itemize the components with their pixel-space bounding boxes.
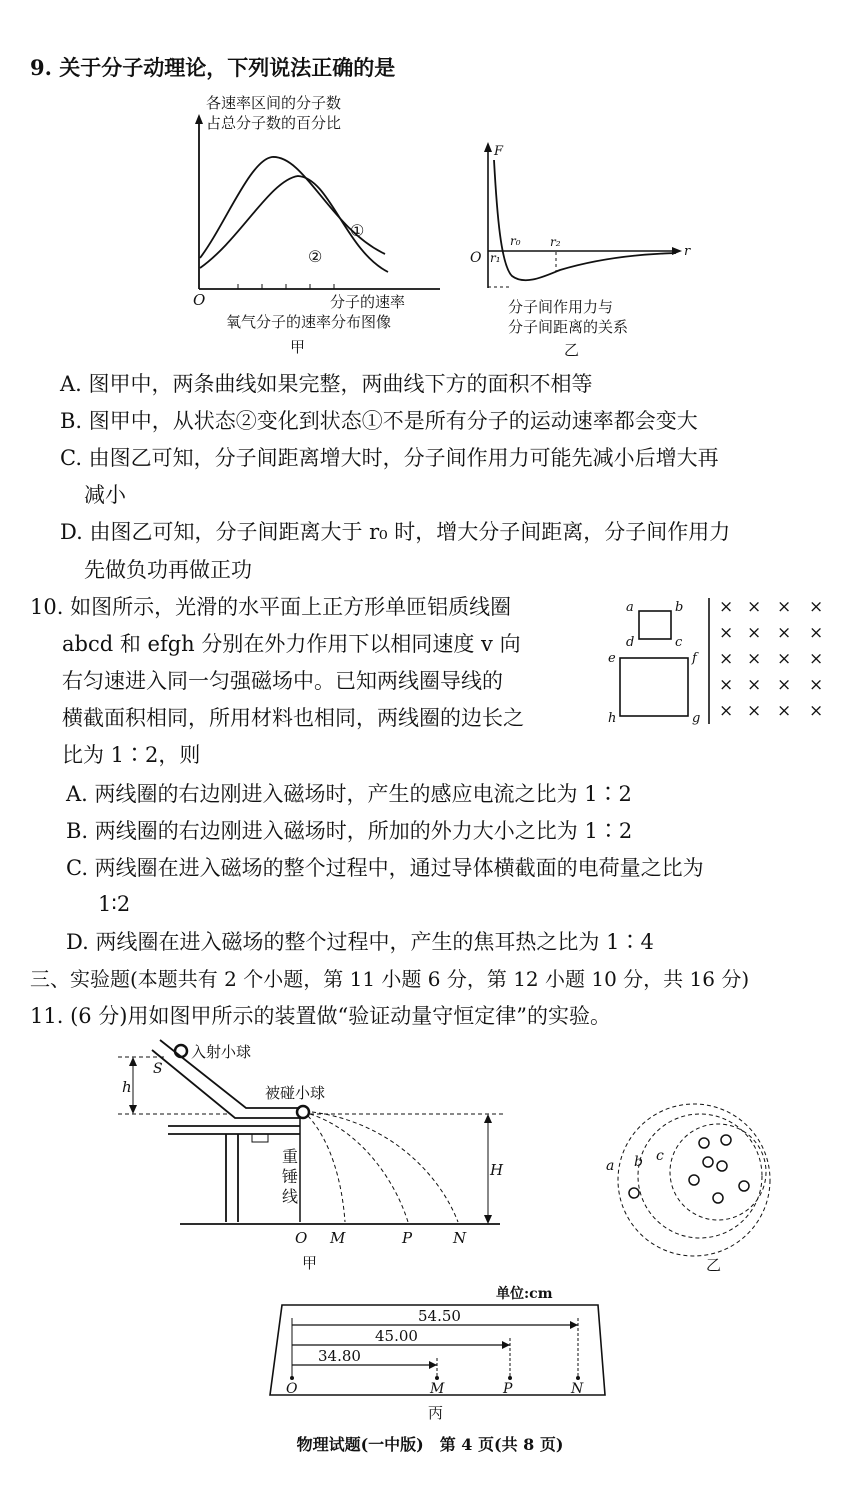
q10-stem-2: abcd 和 efgh 分别在外力作用下以相同速度 v 向 <box>62 632 521 656</box>
svg-text:×: × <box>747 701 762 721</box>
svg-text:d: d <box>626 635 635 650</box>
svg-text:f: f <box>692 651 697 666</box>
q10-stem-1: 10. 如图所示，光滑的水平面上正方形单匝铝质线圈 <box>30 595 512 619</box>
svg-text:线: 线 <box>282 1187 299 1206</box>
svg-text:b: b <box>634 1154 643 1170</box>
svg-text:O: O <box>295 1229 308 1247</box>
q9-stem: 9. 关于分子动理论，下列说法正确的是 <box>30 55 396 80</box>
svg-text:M: M <box>430 1381 445 1397</box>
svg-text:M: M <box>330 1229 346 1247</box>
svg-text:×: × <box>777 649 792 669</box>
q9-yi-r2: r₂ <box>550 235 561 249</box>
svg-text:单位:cm: 单位:cm <box>496 1286 553 1302</box>
q9-yi-desc-1: 分子间作用力与 <box>508 298 614 316</box>
q10-option-b: B. 两线圈的右边刚进入磁场时，所加的外力大小之比为 1∶2 <box>66 819 633 843</box>
q9-option-d-cont: 先做负功再做正功 <box>84 558 252 582</box>
q9-jia-desc: 氧气分子的速率分布图像 <box>226 313 392 331</box>
q9-jia-ylabel-1: 各速率区间的分子数 <box>206 94 342 112</box>
section-3-heading: 三、实验题(本题共有 2 个小题，第 11 小题 6 分，第 12 小题 10 分，共 16 分) <box>30 967 750 991</box>
q9-jia-caption: 甲 <box>290 338 306 356</box>
q9-yi-F: F <box>494 144 504 159</box>
svg-text:c: c <box>656 1148 664 1164</box>
svg-text:×: × <box>777 623 792 643</box>
svg-text:O: O <box>286 1381 298 1397</box>
svg-text:甲: 甲 <box>302 1254 318 1272</box>
svg-text:H: H <box>490 1161 504 1179</box>
svg-text:×: × <box>809 701 824 721</box>
q11-stem: 11. (6 分)用如图甲所示的装置做“验证动量守恒定律”的实验。 <box>30 1004 611 1028</box>
q9-jia-ylabel-2: 占总分子数的百分比 <box>206 114 342 132</box>
q9-jia-label-2: ② <box>308 247 323 266</box>
q10-option-d: D. 两线圈在进入磁场的整个过程中，产生的焦耳热之比为 1∶4 <box>66 930 654 954</box>
q10-stem-3: 右匀速进入同一匀强磁场中。已知两线圈导线的 <box>62 669 503 693</box>
svg-text:a: a <box>606 1158 615 1174</box>
q10-option-c: C. 两线圈在进入磁场的整个过程中，通过导体横截面的电荷量之比为 <box>66 856 704 880</box>
svg-text:×: × <box>747 623 762 643</box>
q10-option-c-cont: 1∶2 <box>98 892 131 916</box>
svg-text:×: × <box>809 597 824 617</box>
q9-jia-xlabel: 分子的速率 <box>330 293 406 311</box>
svg-text:N: N <box>453 1229 467 1247</box>
page-footer: 物理试题(一中版) 第 4 页(共 8 页) <box>296 1435 564 1454</box>
svg-text:P: P <box>402 1229 413 1247</box>
svg-text:×: × <box>809 623 824 643</box>
svg-text:×: × <box>719 675 734 695</box>
svg-text:S: S <box>153 1061 163 1077</box>
svg-text:34.80: 34.80 <box>318 1347 361 1365</box>
svg-text:45.00: 45.00 <box>375 1327 418 1345</box>
svg-text:×: × <box>777 597 792 617</box>
svg-text:h: h <box>122 1078 132 1096</box>
svg-text:锤: 锤 <box>282 1167 299 1186</box>
svg-text:×: × <box>809 649 824 669</box>
svg-text:N: N <box>571 1381 584 1397</box>
svg-text:54.50: 54.50 <box>418 1307 461 1325</box>
q9-yi-caption: 乙 <box>564 341 580 359</box>
q9-yi-r1: r₁ <box>490 251 501 265</box>
svg-text:入射小球: 入射小球 <box>191 1043 252 1061</box>
svg-text:g: g <box>692 711 701 726</box>
svg-text:×: × <box>747 649 762 669</box>
q9-option-a: A. 图甲中，两条曲线如果完整，两曲线下方的面积不相等 <box>60 372 593 396</box>
q10-stem-4: 横截面积相同，所用材料也相同，两线圈的边长之 <box>62 706 524 730</box>
svg-text:×: × <box>747 675 762 695</box>
q9-yi-O: O <box>470 250 482 266</box>
q10-stem-5: 比为 1∶2，则 <box>62 743 201 767</box>
svg-text:×: × <box>777 701 792 721</box>
svg-text:P: P <box>503 1381 513 1397</box>
svg-text:×: × <box>777 675 792 695</box>
svg-text:丙: 丙 <box>428 1404 444 1422</box>
q9-option-d: D. 由图乙可知，分子间距离大于 r₀ 时，增大分子间距离，分子间作用力 <box>60 520 731 544</box>
svg-text:×: × <box>719 623 734 643</box>
q9-option-c: C. 由图乙可知，分子间距离增大时，分子间作用力可能先减小后增大再 <box>60 446 719 470</box>
q10-option-a: A. 两线圈的右边刚进入磁场时，产生的感应电流之比为 1∶2 <box>66 782 632 806</box>
svg-text:e: e <box>608 651 616 666</box>
q9-yi-desc-2: 分子间距离的关系 <box>508 318 629 336</box>
q9-yi-r0: r₀ <box>510 234 521 248</box>
svg-text:×: × <box>719 597 734 617</box>
svg-text:×: × <box>719 649 734 669</box>
svg-text:乙: 乙 <box>706 1256 722 1274</box>
svg-text:×: × <box>747 597 762 617</box>
q9-option-c-cont: 减小 <box>84 483 126 507</box>
svg-text:h: h <box>608 711 617 726</box>
svg-text:被碰小球: 被碰小球 <box>265 1084 326 1102</box>
svg-text:×: × <box>809 675 824 695</box>
q9-option-b: B. 图甲中，从状态②变化到状态①不是所有分子的运动速率都会变大 <box>60 409 698 433</box>
svg-text:b: b <box>675 600 684 615</box>
svg-text:a: a <box>626 600 634 615</box>
svg-text:c: c <box>675 635 683 650</box>
svg-text:重: 重 <box>282 1147 299 1166</box>
svg-text:×: × <box>719 701 734 721</box>
q9-jia-label-1: ① <box>350 221 365 240</box>
q9-jia-origin: O <box>193 291 206 309</box>
q9-yi-r: r <box>684 244 691 259</box>
